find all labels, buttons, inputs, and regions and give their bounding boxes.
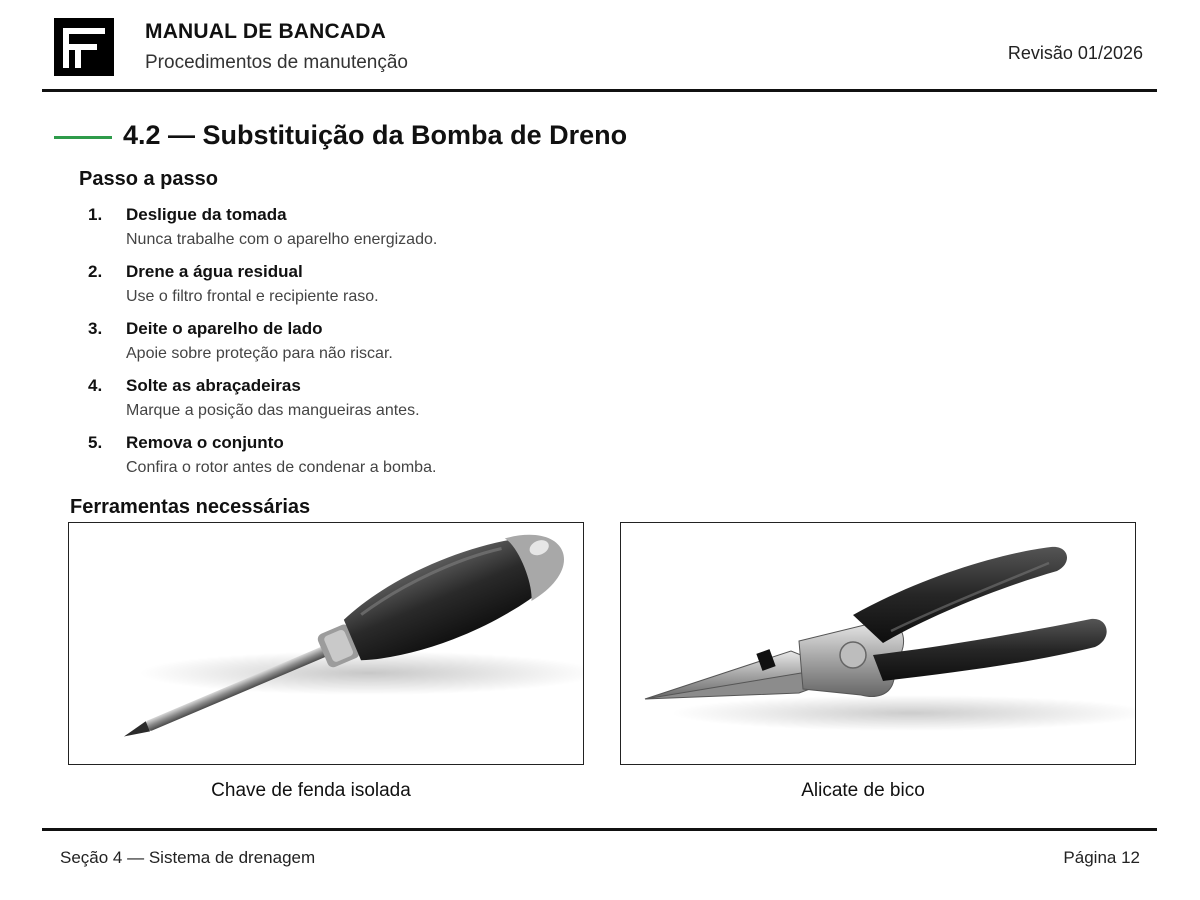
step-number: 4. — [88, 376, 103, 395]
step-description: Use o filtro frontal e recipiente raso. — [126, 288, 379, 305]
brand-logo — [54, 18, 114, 76]
section-accent-line — [54, 136, 112, 139]
steps-heading: Passo a passo — [79, 168, 218, 190]
revision-label: Revisão 01/2026 — [1007, 43, 1143, 63]
tool-image-frame — [68, 522, 584, 765]
step-description: Nunca trabalhe com o aparelho energizado. — [126, 231, 438, 248]
step-number: 3. — [88, 319, 103, 338]
page-number: Página 12 — [1063, 848, 1140, 867]
step-description: Marque a posição das mangueiras antes. — [126, 402, 420, 419]
screwdriver-icon — [69, 523, 583, 764]
needle-nose-pliers-icon — [621, 523, 1135, 764]
section-title: 4.2 — Substituição da Bomba de Dreno — [123, 120, 628, 150]
footer-section-label: Seção 4 — Sistema de drenagem — [60, 848, 316, 867]
manual-subtitle: Procedimentos de manutenção — [145, 52, 408, 73]
step-title: Drene a água residual — [126, 262, 303, 281]
step-number: 5. — [88, 433, 103, 452]
tool-caption: Alicate de bico — [801, 780, 925, 801]
step-number: 2. — [88, 262, 103, 281]
footer-divider — [42, 828, 1157, 831]
tools-heading: Ferramentas necessárias — [70, 496, 311, 518]
step-title: Remova o conjunto — [126, 433, 284, 452]
step-description: Confira o rotor antes de condenar a bomba. — [126, 459, 437, 476]
manual-title: MANUAL DE BANCADA — [145, 20, 387, 43]
tool-caption: Chave de fenda isolada — [211, 780, 411, 801]
header-divider — [42, 89, 1157, 92]
step-title: Desligue da tomada — [126, 205, 287, 224]
step-title: Deite o aparelho de lado — [126, 319, 323, 338]
step-description: Apoie sobre proteção para não riscar. — [126, 345, 393, 362]
step-title: Solte as abraçadeiras — [126, 376, 301, 395]
step-number: 1. — [88, 205, 103, 224]
tool-image-frame — [620, 522, 1136, 765]
